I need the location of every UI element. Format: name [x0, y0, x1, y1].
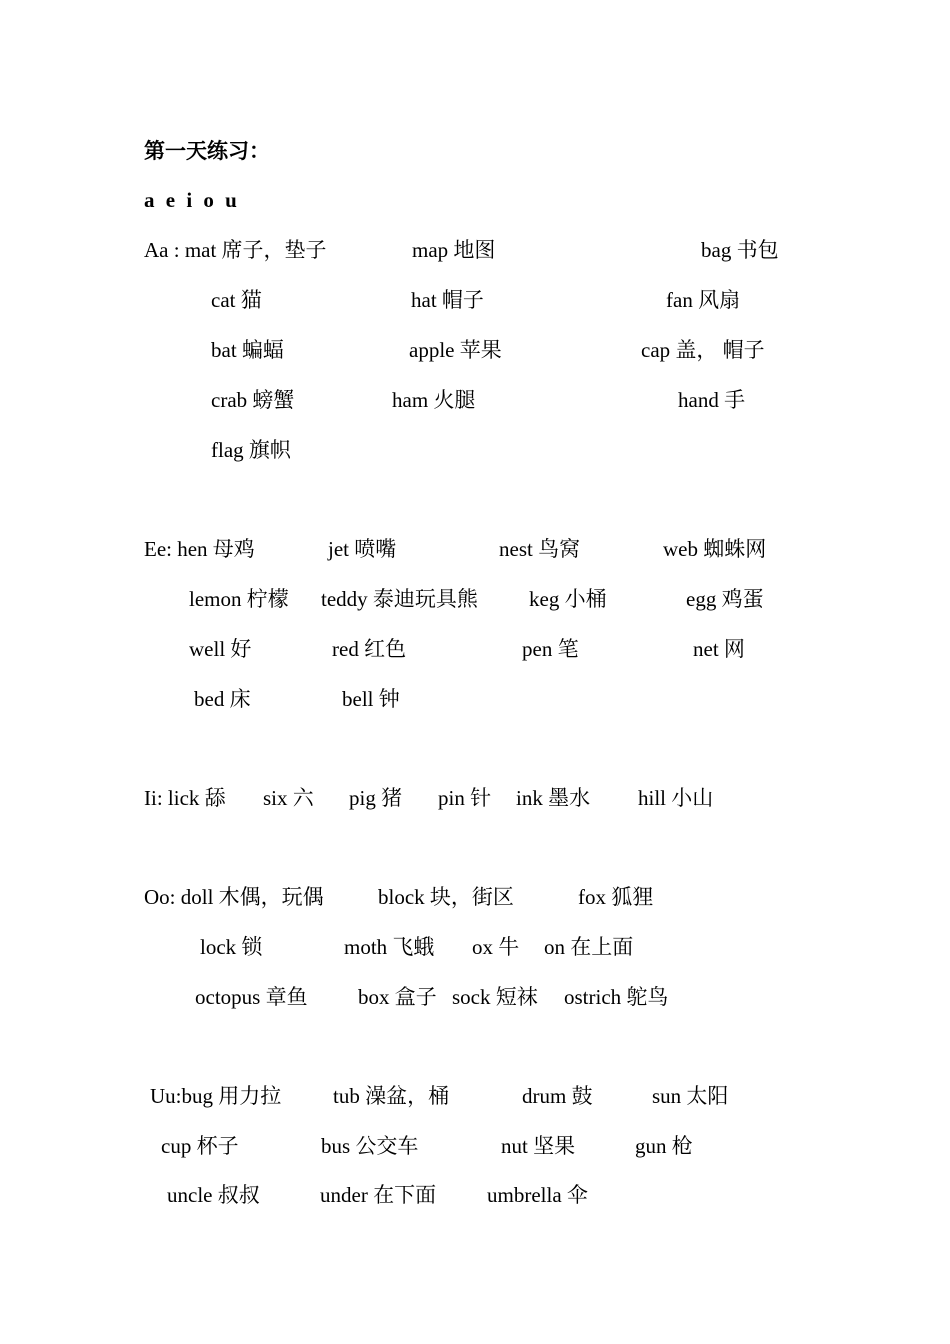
word-entry: cat 猫	[211, 288, 262, 312]
word-entry: red 红色	[332, 637, 407, 661]
word-entry: egg 鸡蛋	[686, 587, 764, 611]
word-entry: Uu:bug 用力拉	[150, 1084, 282, 1108]
word-entry: net 网	[693, 637, 745, 661]
word-entry: sock 短袜	[452, 985, 538, 1009]
word-entry: hand 手	[678, 388, 746, 412]
word-entry: map 地图	[412, 238, 496, 262]
word-entry: tub 澡盆，桶	[333, 1084, 450, 1108]
word-entry: hill 小山	[638, 786, 714, 810]
word-entry: web 蜘蛛网	[663, 537, 767, 561]
word-entry: gun 枪	[635, 1134, 693, 1158]
word-entry: ostrich 鸵鸟	[564, 985, 669, 1009]
word-entry: flag 旗帜	[211, 438, 291, 462]
word-entry: drum 鼓	[522, 1084, 593, 1108]
word-entry: box 盒子	[358, 985, 437, 1009]
word-entry: fox 狐狸	[578, 885, 654, 909]
word-entry: pin 针	[438, 786, 492, 810]
word-entry: fan 风扇	[666, 288, 741, 312]
word-entry: apple 苹果	[409, 338, 502, 362]
word-entry: pig 猪	[349, 786, 403, 810]
word-entry: cap 盖， 帽子	[641, 338, 765, 362]
word-entry: ham 火腿	[392, 388, 476, 412]
word-entry: lock 锁	[200, 935, 263, 959]
word-entry: lemon 柠檬	[189, 587, 289, 611]
page-title: 第一天练习：	[144, 139, 270, 163]
word-entry: hat 帽子	[411, 288, 484, 312]
word-entry: on 在上面	[544, 935, 634, 959]
word-entry: crab 螃蟹	[211, 388, 295, 412]
word-entry: six 六	[263, 786, 314, 810]
word-entry: ink 墨水	[516, 786, 591, 810]
word-entry: sun 太阳	[652, 1084, 729, 1108]
word-entry: moth 飞蛾	[344, 935, 435, 959]
word-entry: bag 书包	[701, 238, 779, 262]
word-entry: Oo: doll 木偶，玩偶	[144, 885, 324, 909]
word-entry: umbrella 伞	[487, 1183, 588, 1207]
word-entry: bus 公交车	[321, 1134, 419, 1158]
word-entry: jet 喷嘴	[328, 537, 397, 561]
vowel-list: a e i o u	[144, 188, 237, 212]
word-entry: nut 坚果	[501, 1134, 576, 1158]
word-entry: pen 笔	[522, 637, 579, 661]
word-entry: bell 钟	[342, 687, 400, 711]
word-entry: bat 蝙蝠	[211, 338, 284, 362]
word-entry: uncle 叔叔	[167, 1183, 260, 1207]
word-entry: octopus 章鱼	[195, 985, 308, 1009]
word-entry: keg 小桶	[529, 587, 607, 611]
word-entry: ox 牛	[472, 935, 520, 959]
word-entry: nest 鸟窝	[499, 537, 581, 561]
word-entry: block 块，街区	[378, 885, 514, 909]
word-entry: cup 杯子	[161, 1134, 239, 1158]
word-entry: Ii: lick 舔	[144, 786, 226, 810]
word-entry: well 好	[189, 637, 252, 661]
word-entry: teddy 泰迪玩具熊	[321, 587, 478, 611]
word-entry: Aa : mat 席子，垫子	[144, 238, 327, 262]
word-entry: Ee: hen 母鸡	[144, 537, 255, 561]
word-entry: under 在下面	[320, 1183, 437, 1207]
word-entry: bed 床	[194, 687, 251, 711]
